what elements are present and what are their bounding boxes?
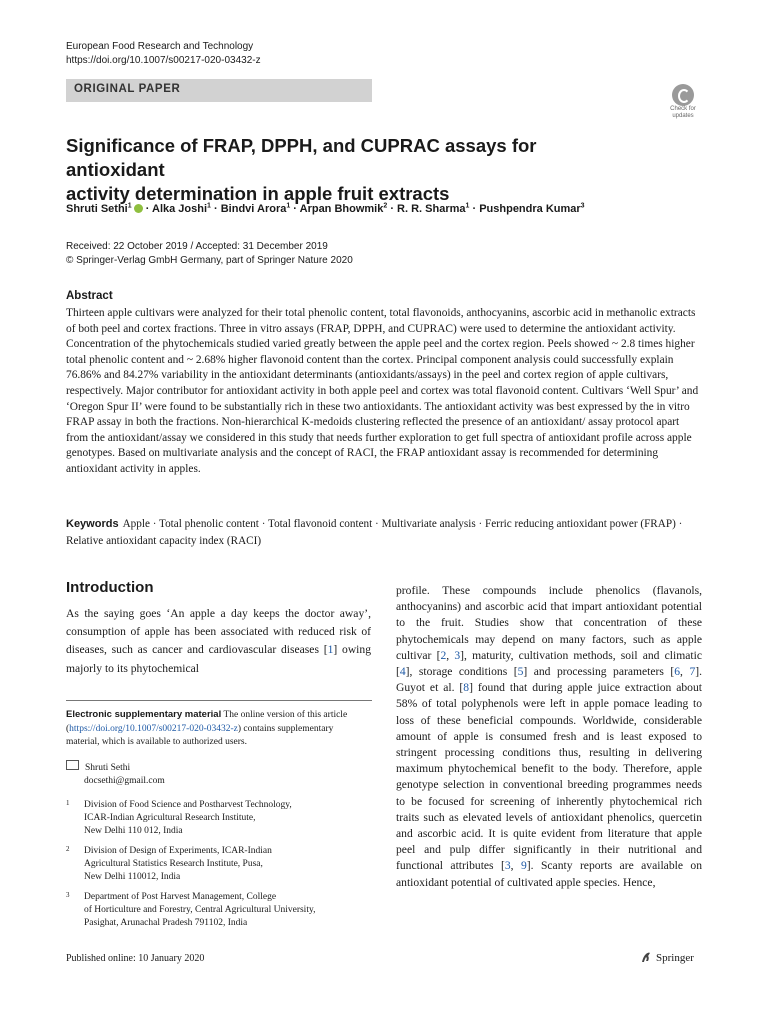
corresponding-author xyxy=(66,760,165,788)
author-affiliation: 2 xyxy=(383,202,388,210)
envelope-icon xyxy=(66,760,79,770)
esm-label: Electronic supplementary material xyxy=(66,709,222,720)
publisher-logo xyxy=(640,951,694,964)
author-name[interactable]: Pushpendra Kumar xyxy=(479,203,581,215)
keywords-label: Keywords xyxy=(66,518,119,530)
check-for-updates-badge[interactable] xyxy=(664,84,702,124)
citation-link[interactable]: 6 xyxy=(674,665,681,679)
author-affiliation: 1 xyxy=(127,202,132,210)
intro-right-column: profile. These compounds include phenolics (flavanols, anthocyanins) and ascorbic acid that impart antioxidant potential to the fruit. Studies show that concentration of these phytochemicals may depend on many factors, such as apple cultivar [2, 3], maturity, cultivation methods, soil and climatic [4], storage conditions [5] and processing parameters [6, 7]. Guyot et al. [8] found that during apple juice extraction about 58% of total polyphenols were left in apple pomace leading to loss of these beneficial compounds. Worldwide, considerable amount of apple is consumed fresh and is least exposed to stringent processing conditions thus, resulting in delivering maximum phytochemical benefit to the body. Therefore, apple genotype selection in conventional breeding programmes needs to be focused for screening of inherently phytochemical rich traits such as elevated levels of antioxidant phenolics, quercetin and ascorbic acid. It is quite evident from literature that apple peel and pulp differ significantly in their nutritional and functional attributes [3, 9]. Scanty reports are available on antioxidant potential of cultivated apple species. Hence, xyxy=(396,584,703,889)
keywords xyxy=(66,516,704,550)
citation-link[interactable]: 2 xyxy=(440,648,447,662)
citation-link[interactable]: 1 xyxy=(327,643,334,657)
affiliation-2: 2 Division of Design of Experiments, ICAR-Indian Agricultural Statistics Research Institute, Pusa, New Delhi 110012, India xyxy=(66,845,272,882)
title-line1: Significance of FRAP, DPPH, and CUPRAC assays for antioxidant xyxy=(66,135,537,180)
orcid-icon[interactable] xyxy=(134,204,143,213)
section-banner xyxy=(66,79,372,102)
article-doi[interactable]: https://doi.org/10.1007/s00217-020-03432-z xyxy=(66,55,261,66)
badge-line2: updates xyxy=(672,113,694,119)
springer-horse-icon xyxy=(640,951,652,963)
paper-title xyxy=(66,134,626,206)
author-name[interactable]: Arpan Bhowmik xyxy=(299,203,384,215)
contact-email[interactable]: docsethi@gmail.com xyxy=(84,776,165,786)
affiliation-3: 3 Department of Post Harvest Management, College of Horticulture and Forestry, Central Agricultural University, Pasighat, Arunachal Pradesh 791102, India xyxy=(66,891,316,928)
affiliation-1: 1 Division of Food Science and Postharvest Technology, ICAR-Indian Agricultural Research Institute, New Delhi 110 012, India xyxy=(66,799,292,836)
author-name[interactable]: Alka Joshi xyxy=(152,203,208,215)
author-name[interactable]: Bindvi Arora xyxy=(220,203,287,215)
author-affiliation: 1 xyxy=(207,202,211,210)
copyright: © Springer-Verlag GmbH Germany, part of Springer Nature 2020 xyxy=(66,255,353,266)
citation-link[interactable]: 3 xyxy=(454,648,461,662)
article-dates xyxy=(66,240,353,268)
citation-link[interactable]: 9 xyxy=(520,859,527,873)
footnote-divider xyxy=(66,700,372,701)
published-date: Published online: 10 January 2020 xyxy=(66,953,205,964)
author-affiliation: 1 xyxy=(286,202,291,210)
introduction-heading: Introduction xyxy=(66,579,154,596)
journal-name: European Food Research and Technology xyxy=(66,41,254,52)
publisher-name: Springer xyxy=(656,952,694,964)
author-name[interactable]: Shruti Sethi xyxy=(66,203,128,215)
received-accepted: Received: 22 October 2019 / Accepted: 31 December 2019 xyxy=(66,241,328,252)
title-line2: activity determination in apple fruit extracts xyxy=(66,183,450,204)
citation-link[interactable]: 7 xyxy=(689,665,696,679)
check-updates-icon xyxy=(672,84,694,106)
citation-link[interactable]: 3 xyxy=(504,859,511,873)
badge-line1: Check for xyxy=(670,106,696,112)
section-label: ORIGINAL PAPER xyxy=(74,83,181,95)
citation-link[interactable]: 5 xyxy=(517,665,524,679)
keywords-text: Apple · Total phenolic content · Total flavonoid content · Multivariate analysis · Ferric reducing antioxidant power (FRAP) · Relative antioxidant capacity index (RACI) xyxy=(66,518,683,547)
esm-link[interactable]: https://doi.org/10.1007/s00217-020-03432-z xyxy=(69,723,238,734)
journal-header xyxy=(66,40,261,68)
contact-name: Shruti Sethi xyxy=(85,763,131,773)
citation-link[interactable]: 4 xyxy=(399,665,406,679)
author-affiliation: 3 xyxy=(580,202,585,210)
abstract-text: Thirteen apple cultivars were analyzed for their total phenolic content, total flavonoids, anthocyanins, ascorbic acid in methanolic extracts of both peel and cortex fractions. Three in vitro assays (FRAP, DPPH, and CUPRAC) were used to determine the antioxidant activity. Concentration of the phytochemicals studied varied greatly between the apple peel and the cortex region. Peels showed ~ 2.8 times higher total phenolic content and ~ 2.68% higher flavonoid content than the cortex. Principal component analysis could successfully explain 76.86% and 84.27% variability in the antioxidant determinants (antioxidants/assays) in the peel and cortex region of apple cultivars, respectively. Major contributor for antioxidant activity in both apple peel and cortex was total flavonoid content. Cultivars ‘Well Spur’ and ‘Oregon Spur II’ were found to be substantially rich in these two antioxidants. The antioxidant activity was best expressed by the in vitro FRAP assay in both the fractions. Non-hierarchical K-medoids clustering reflected the presence of an antioxidant/ assay protocol apart from the antioxidant/assay we considered in this study that needs further exploration to get full spectra of antioxidant profile across apple genotypes. Based on multivariate analysis and the concept of RACI, the FRAP antioxidant assay is recommended for determining antioxidant activity in apples. xyxy=(66,307,699,475)
intro-left-column: As the saying goes ‘An apple a day keeps the doctor away’, consumption of apple has been associated with reduced risk of diseases, such as cancer and cardiovascular diseases [1] owing majorly to its phytochemical xyxy=(66,607,372,675)
author-affiliation: 1 xyxy=(465,202,470,210)
author-list: Shruti Sethi$^1$ · Alka Joshi$^1$ · Bindvi Arora$^1$ · Arpan Bhowmik$^2$ · R. R. Sharma$^1$ · Pushpendra Kumar$^3$ xyxy=(66,202,585,215)
supplementary-note: Electronic supplementary material The online version of this article (https://doi.org/10.1007/s00217-020-03432-z) contains supplementary material, which is available to authorized users. xyxy=(66,709,348,747)
abstract-heading: Abstract xyxy=(66,290,113,302)
citation-link[interactable]: 8 xyxy=(463,681,470,695)
author-name[interactable]: R. R. Sharma xyxy=(397,203,466,215)
